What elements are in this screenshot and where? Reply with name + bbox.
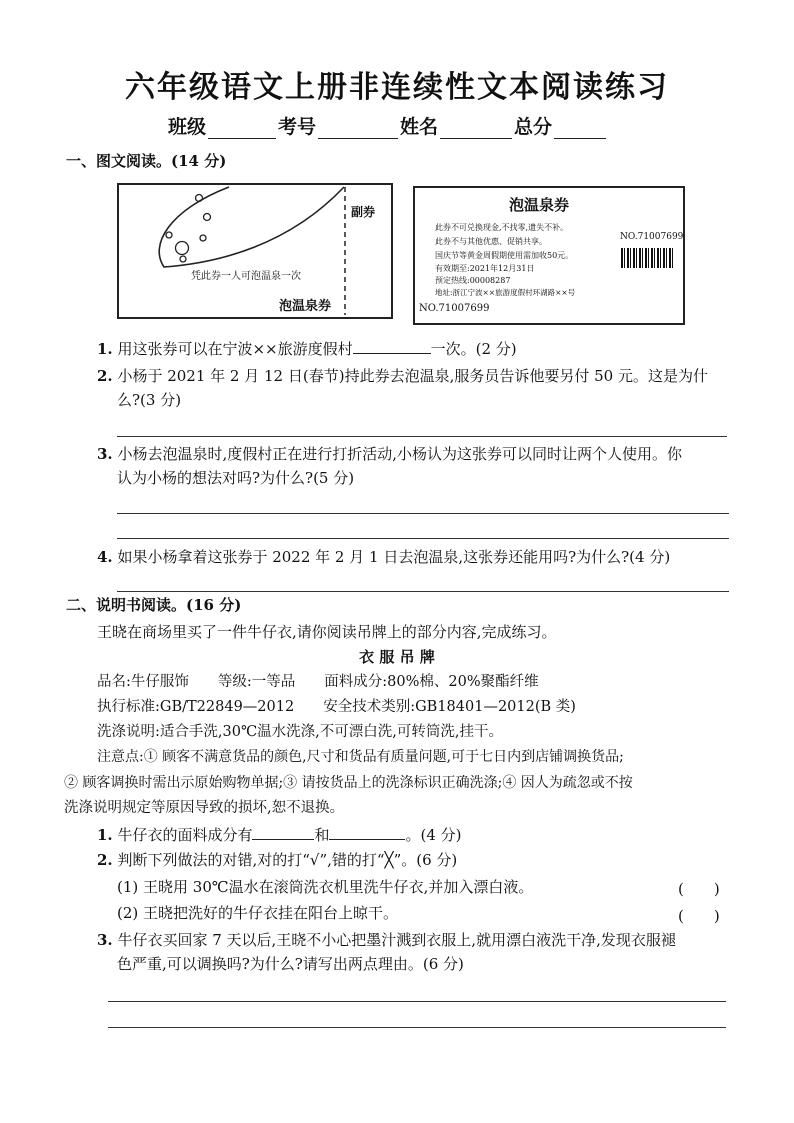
s2-question-3-cont: 色严重,可以调换吗?为什么?请写出两点理由。(6 分) [117,955,464,973]
s2-question-1: 1. 牛仔衣的面料成分有 和 。(4 分) [97,823,462,848]
question-number: 4. [97,548,113,566]
tag-line: 执行标准:GB/T22849—2012 安全技术类别:GB18401—2012(B 类) [97,699,576,715]
name-label: 姓名 [400,116,439,138]
class-field[interactable] [208,120,276,139]
stub-label: 副券 [351,205,376,219]
ticket-rule: 此券不可兑换现金,不找零,遗失不补。 [435,223,569,232]
total-field[interactable] [554,120,606,139]
question-number: 1. [97,340,113,358]
s1-question-1: 1. 用这张券可以在宁波××旅游度假村 一次。(2 分) [97,337,517,362]
ticket-rule: 国庆节等黄金周假期使用需加收50元。 [435,251,574,260]
tag-line: ② 顾客调换时需出示原始购物单据;③ 请按货品上的洗涤标识正确洗涤;④ 因人为疏忽或不按 [64,775,633,791]
ticket-illustration-left [117,183,393,319]
section2-intro: 王晓在商场里买了一件牛仔衣,请你阅读吊牌上的部分内容,完成练习。 [97,623,557,641]
s1-question-4: 4. 如果小杨拿着这张券于 2022 年 2 月 1 日去泡温泉,这张券还能用吗?为什么?(4 分) [97,548,671,566]
ticket-left-curve [159,187,344,267]
ticket-rule: 预定热线:00008287 [435,276,511,285]
s2-q2-item-2: (2) 王晓把洗好的牛仔衣挂在阳台上晾干。 [117,904,399,922]
ticket-rule: 此券不与其他优惠、促销共享。 [435,237,547,246]
s2-q3-answer-line[interactable] [108,1027,726,1028]
question-number: 3. [97,445,113,463]
tag-line: 品名:牛仔服饰 等级:一等品 面料成分:80%棉、20%聚酯纤维 [97,674,539,690]
s1-q3-answer-line[interactable] [117,513,729,514]
bubble [166,232,172,238]
s2-question-3: 3. 牛仔衣买回家 7 天以后,王晓不小心把墨汁溅到衣服上,就用漂白液洗干净,发现衣服褪 [97,931,676,949]
s1-question-3: 3. 小杨去泡温泉时,度假村正在进行打折活动,小杨认为这张券可以同时让两个人使用。你 [97,445,682,463]
s1-question-3-cont: 认为小杨的想法对吗?为什么?(5 分) [117,469,355,487]
s2-q2-item-1-answer[interactable]: ( ) [678,880,720,898]
s1-q4-answer-line[interactable] [117,591,729,592]
section1-heading: 一、图文阅读。(14 分) [66,152,227,170]
s2-q2-item-2-answer[interactable]: ( ) [678,907,720,925]
question-number: 3. [97,931,113,949]
ticket-left-name: 泡温泉券 [279,299,332,314]
s2-q2-item-1: (1) 王晓用 30℃温水在滚筒洗衣机里洗牛仔衣,并加入漂白液。 [117,878,534,896]
question-number: 1. [97,826,113,844]
tag-title: 衣 服 吊 牌 [359,648,435,666]
exam-no-label: 考号 [278,116,317,138]
tag-line: 洗涤说明规定等原因导致的损坏,恕不退换。 [64,800,345,816]
s1-question-2-cont: 么?(3 分) [117,391,182,409]
bubble [204,214,211,221]
ticket-rule: 地址:浙江宁波××旅游度假村环湖路××号 [435,288,576,297]
s2-q3-answer-line[interactable] [108,1001,726,1002]
ticket-caption: 凭此券一人可泡温泉一次 [191,271,301,282]
ticket-right-title: 泡温泉券 [509,196,570,214]
bubble [200,235,206,241]
s1-q2-answer-line[interactable] [117,436,727,437]
ticket-number-right: NO.71007699 [620,232,684,242]
bubble [176,242,189,255]
ticket-number-bottom: NO.71007699 [419,303,490,314]
s2-q1-answer-blank-1[interactable] [252,823,314,840]
s1-q3-answer-line[interactable] [117,538,729,539]
s1-question-2: 2. 小杨于 2021 年 2 月 12 日(春节)持此券去泡温泉,服务员告诉他要另付 50 元。这是为什 [97,367,708,385]
barcode-icon [621,248,675,268]
question-number: 2. [97,851,113,869]
class-label: 班级 [168,116,207,138]
tag-line: 洗涤说明:适合手洗,30℃温水洗涤,不可漂白洗,可转筒洗,挂干。 [97,724,503,740]
exam-no-field[interactable] [318,120,398,139]
total-label: 总分 [514,116,553,138]
ticket-illustration-right [413,186,685,325]
s2-question-2: 2. 判断下列做法的对错,对的打“√”,错的打“╳”。(6 分) [97,851,458,869]
s1-q1-answer-blank[interactable] [353,337,431,354]
name-field[interactable] [440,120,512,139]
question-number: 2. [97,367,113,385]
page-title: 六年级语文上册非连续性文本阅读练习 [125,70,669,105]
student-info-row [168,112,608,139]
s2-q1-answer-blank-2[interactable] [329,823,405,840]
tag-line: 注意点:① 顾客不满意货品的颜色,尺寸和货品有质量问题,可于七日内到店铺调换货品; [97,749,624,765]
bubble [180,256,186,262]
ticket-rule: 有效期至:2021年12月31日 [435,264,535,273]
section2-heading: 二、说明书阅读。(16 分) [66,596,242,614]
